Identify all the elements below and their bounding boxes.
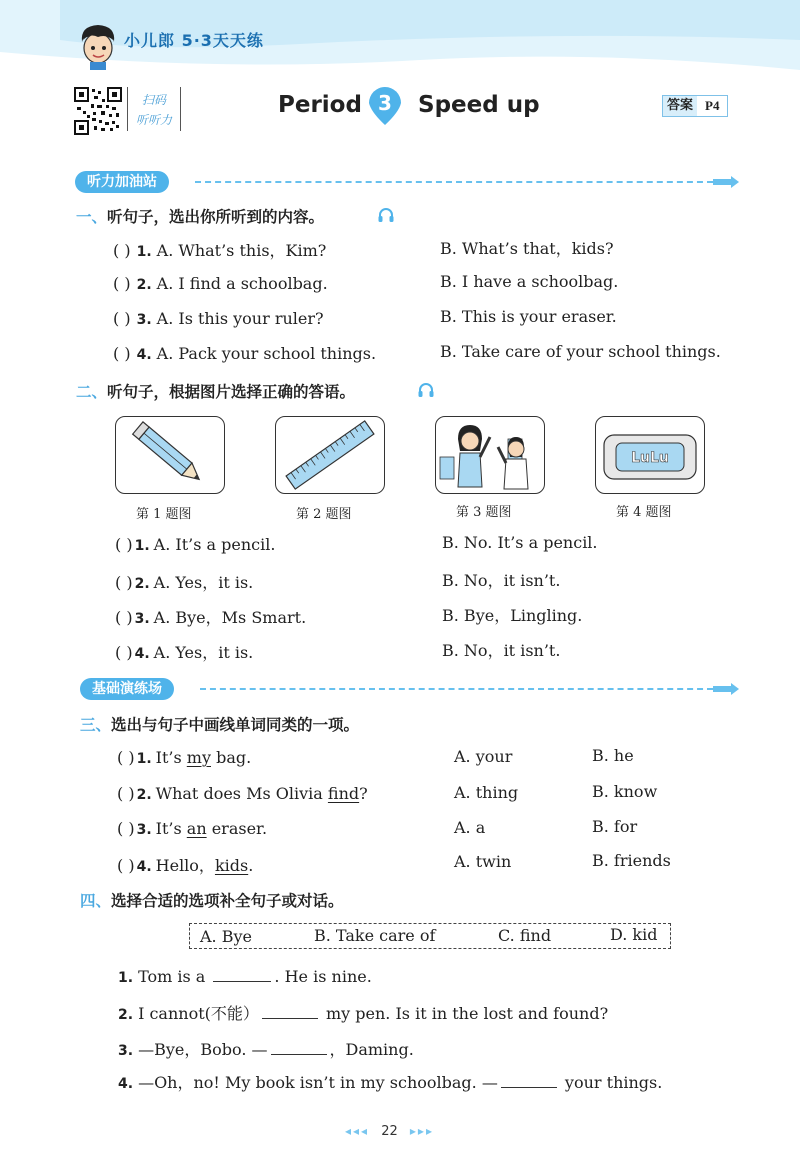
two-girls-waving-icon [436, 417, 544, 493]
sentence-end: your things. [559, 1073, 663, 1092]
option-a-text: A. thing [454, 783, 519, 802]
word-bank [189, 923, 671, 949]
option-b-text: B. I have a schoolbag. [440, 272, 619, 291]
underlined-word: find [327, 784, 360, 803]
sentence-end: my pen. Is it in the lost and found? [320, 1004, 609, 1023]
question-row [113, 309, 324, 328]
question-number: 1. [136, 751, 152, 767]
question-number: 2. [136, 787, 152, 803]
pencil-case-label: LuLu [631, 450, 669, 466]
option-a-text: A. It’s a pencil. [153, 535, 276, 554]
sentence [156, 819, 267, 838]
section-banner-basics [80, 678, 739, 700]
fill-blank[interactable] [501, 1073, 557, 1088]
underlined-word: my [186, 748, 211, 767]
question-number: 1. [136, 244, 152, 260]
footer-arrows-left: ◂◂◂ [345, 1124, 370, 1138]
option-c: C. find [498, 926, 552, 945]
sentence-start: I cannot(不能） [138, 1004, 259, 1023]
part4-instruction: 选择合适的选项补全句子或对话。 [111, 892, 344, 910]
fill-in-row [118, 1001, 608, 1024]
boy-mascot-icon [76, 22, 120, 70]
question-number: 1. [118, 970, 134, 986]
part2-instruction: 听句子，根据图片选择正确的答语。 [107, 383, 356, 401]
answer-blank[interactable]: ( ) [117, 856, 135, 875]
answer-blank[interactable]: ( ) [115, 573, 133, 592]
section-banner-label: 听力加油站 [75, 171, 169, 193]
question-row [113, 238, 326, 261]
option-b-text: B. friends [592, 851, 671, 870]
option-b-text: B. he [592, 746, 634, 765]
sentence-start: Hello， [155, 856, 215, 875]
pencil-case-icon [596, 417, 704, 493]
part3-heading [80, 713, 359, 735]
footer-arrows-right: ▸▸▸ [409, 1124, 434, 1138]
caption-1: 第 1 题图 [136, 507, 192, 522]
question-row [115, 640, 253, 663]
part3-instruction: 选出与句子中画线单词同类的一项。 [111, 716, 360, 734]
question-number: 2. [118, 1007, 134, 1023]
question-row [115, 570, 253, 593]
picture-1 [115, 416, 225, 494]
answer-page: P4 [705, 98, 720, 113]
banner-tail-icon [713, 176, 739, 188]
scan-hint[interactable] [130, 90, 178, 130]
banner-dashed-line [200, 688, 713, 690]
sentence [156, 748, 252, 767]
fill-in-row [118, 1070, 662, 1093]
caption-3: 第 3 题图 [456, 505, 512, 520]
option-b-text: B. No，it isn’t. [442, 571, 561, 590]
picture-3 [435, 416, 545, 494]
question-number: 3. [118, 1043, 134, 1059]
option-a-text: A. Is this your ruler? [156, 309, 324, 328]
part4-heading [80, 889, 344, 911]
sentence-start: It’s [155, 819, 187, 838]
sentence-end: ? [359, 784, 368, 803]
part1-number: 一、 [76, 208, 108, 226]
option-a-text: A. Yes，it is. [153, 573, 254, 592]
fill-in-row [118, 967, 372, 986]
option-b-text: B. What’s that，kids? [440, 239, 614, 258]
fill-blank[interactable] [213, 967, 271, 982]
banner-dashed-line [195, 181, 713, 183]
fill-in-row [118, 1037, 414, 1060]
headphones-icon[interactable] [377, 206, 395, 224]
question-row [117, 853, 253, 876]
sentence-end: . He is nine. [274, 967, 372, 986]
sentence-start: What does Ms Olivia [155, 784, 328, 803]
section-banner-label: 基础演练场 [80, 678, 174, 700]
option-b-text: B. This is your eraser. [440, 307, 617, 326]
question-number: 4. [136, 347, 152, 363]
question-number: 2. [134, 576, 150, 592]
question-row [117, 819, 267, 838]
option-a-text: A. Bye，Ms Smart. [153, 608, 307, 627]
section-banner-listening [75, 171, 739, 193]
option-b-text: B. for [592, 817, 638, 836]
qr-code-icon[interactable] [74, 87, 122, 135]
sentence-end: ，Daming. [329, 1040, 414, 1059]
banner-tail-icon [713, 683, 739, 695]
sentence-start: —Bye，Bobo. — [138, 1040, 268, 1059]
option-b-text: B. Take care of your school things. [440, 342, 721, 361]
answer-blank[interactable]: ( ) [117, 819, 135, 838]
answer-blank[interactable]: ( ) [117, 784, 135, 803]
option-a-text: A. What’s this，Kim? [156, 241, 327, 260]
question-number: 2. [136, 277, 152, 293]
title-topic: Speed up [418, 92, 540, 118]
answer-blank[interactable]: ( ) [115, 643, 133, 662]
question-number: 4. [134, 646, 150, 662]
answer-blank[interactable]: ( ) [115, 535, 133, 554]
page-number: 22 [381, 1124, 398, 1139]
option-a-text: A. Yes，it is. [153, 643, 254, 662]
caption-4: 第 4 题图 [616, 505, 672, 520]
picture-2 [275, 416, 385, 494]
answer-blank[interactable]: ( ) [113, 309, 131, 328]
sentence-end: eraser. [206, 819, 268, 838]
part1-heading [76, 205, 324, 227]
pencil-icon [116, 417, 224, 493]
scan-line-1: 扫码 [141, 93, 166, 107]
option-b-text: B. No. It’s a pencil. [442, 533, 598, 552]
question-number: 4. [136, 859, 152, 875]
option-d: D. kid [610, 925, 658, 944]
option-a-text: A. I find a schoolbag. [156, 274, 328, 293]
option-b-text: B. know [592, 782, 658, 801]
option-a-text: A. your [454, 747, 513, 766]
question-row [113, 274, 328, 293]
option-a-text: A. a [454, 818, 486, 837]
part2-heading [76, 380, 355, 402]
option-b: B. Take care of [314, 926, 436, 945]
brand-name: 小儿郎 5·3天天练 [124, 31, 264, 50]
answer-blank[interactable]: ( ) [113, 274, 131, 293]
sentence [156, 784, 368, 803]
question-row [117, 748, 251, 767]
question-number: 3. [134, 611, 150, 627]
page-footer [345, 1124, 434, 1139]
underlined-word: an [186, 819, 207, 838]
option-b-text: B. No，it isn’t. [442, 641, 561, 660]
answer-blank[interactable]: ( ) [113, 241, 131, 260]
part2-number: 二、 [76, 383, 108, 401]
sentence-end: . [248, 856, 254, 875]
fill-blank[interactable] [271, 1040, 327, 1055]
question-row [115, 535, 275, 554]
period-number: 3 [378, 91, 392, 115]
sentence-start: —Oh，no! My book isn’t in my schoolbag. — [138, 1073, 498, 1092]
title-period: Period [278, 92, 362, 118]
question-number: 3. [136, 312, 152, 328]
answer-tag [662, 95, 728, 117]
answer-blank[interactable]: ( ) [113, 344, 131, 363]
option-a: A. Bye [200, 927, 252, 946]
answer-blank[interactable]: ( ) [115, 608, 133, 627]
sentence-start: It’s [155, 748, 187, 767]
option-a-text: A. twin [454, 852, 512, 871]
option-b-text: B. Bye，Lingling. [442, 606, 583, 625]
part3-number: 三、 [80, 716, 112, 734]
caption-2: 第 2 题图 [296, 507, 352, 522]
ruler-icon [276, 417, 384, 493]
header-band [0, 0, 800, 80]
sentence [156, 856, 254, 875]
question-row [117, 784, 368, 803]
part4-number: 四、 [80, 892, 112, 910]
question-number: 4. [118, 1076, 134, 1092]
part1-instruction: 听句子，选出你所听到的内容。 [107, 208, 325, 226]
answer-label: 答案 [663, 96, 697, 116]
scan-line-2: 听听力 [135, 113, 172, 127]
option-a-text: A. Pack your school things. [156, 344, 377, 363]
question-row [113, 344, 376, 363]
question-number: 3. [136, 822, 152, 838]
fill-blank[interactable] [262, 1004, 318, 1019]
picture-4 [595, 416, 705, 494]
sentence-start: Tom is a [138, 967, 211, 986]
headphones-icon[interactable] [417, 381, 435, 399]
underlined-word: kids [214, 856, 249, 875]
answer-blank[interactable]: ( ) [117, 748, 135, 767]
sentence-end: bag. [211, 748, 252, 767]
question-number: 1. [134, 538, 150, 554]
question-row [115, 605, 306, 628]
